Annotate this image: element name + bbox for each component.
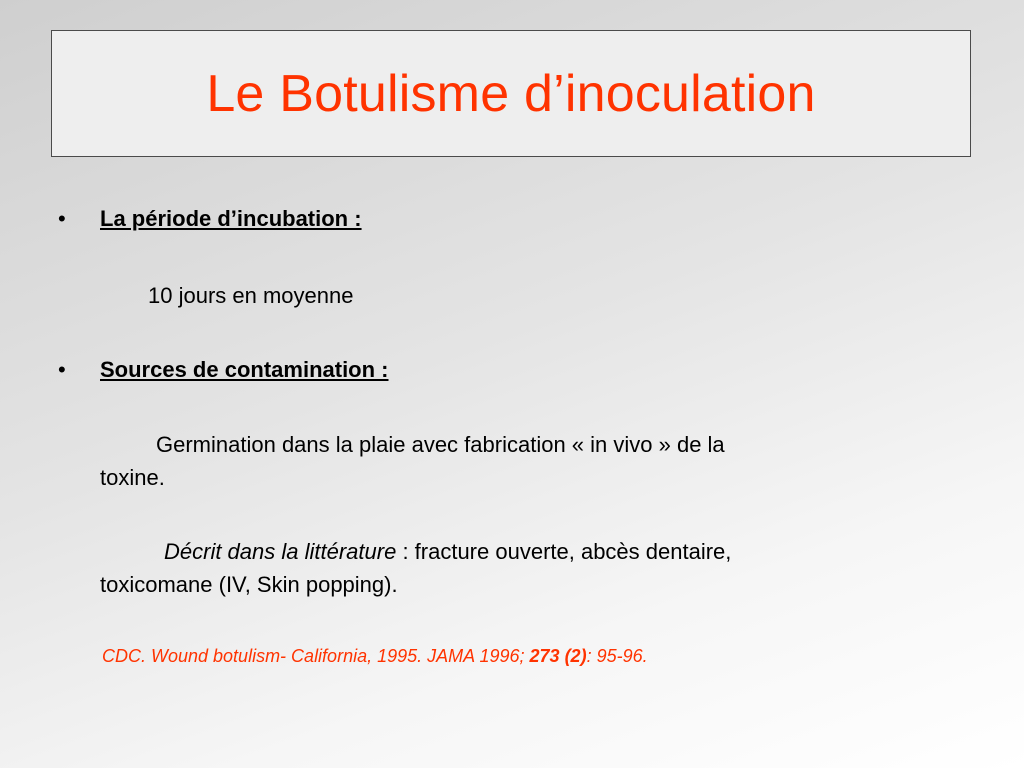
germination-paragraph (100, 428, 960, 494)
germination-line-2: toxine. (100, 465, 165, 490)
citation-suffix: : 95-96. (586, 646, 648, 666)
literature-paragraph (100, 535, 960, 601)
literature-line-2: toxicomane (IV, Skin popping). (100, 572, 398, 597)
literature-line-1 (100, 535, 960, 568)
title-box (51, 30, 971, 157)
bullet-marker: • (58, 206, 66, 231)
citation (102, 646, 648, 667)
germination-line-1: Germination dans la plaie avec fabrication « in vivo » de la (156, 432, 725, 457)
incubation-heading: La période d’incubation : (100, 206, 362, 231)
literature-details: : fracture ouverte, abcès dentaire, (396, 539, 732, 564)
citation-prefix: CDC. Wound botulism- California, 1995. JAMA 1996; (102, 646, 530, 666)
bullet-marker: • (58, 357, 66, 382)
citation-volume: 273 (2) (529, 646, 587, 666)
incubation-bullet-item (58, 206, 362, 232)
literature-label: Décrit dans la littérature (164, 539, 397, 564)
incubation-value: 10 jours en moyenne (148, 283, 354, 308)
slide-title: Le Botulisme d’inoculation (206, 64, 816, 123)
sources-heading: Sources de contamination : (100, 357, 389, 382)
sources-bullet-item (58, 357, 389, 383)
